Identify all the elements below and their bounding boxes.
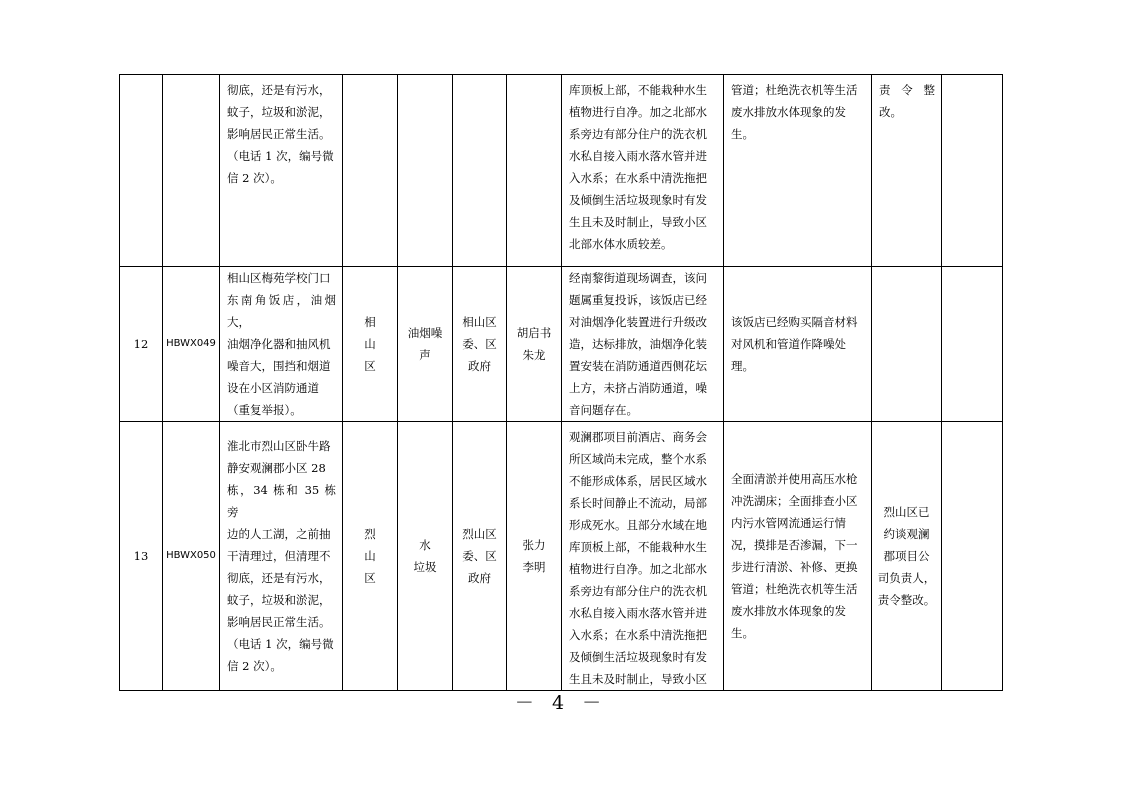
pollution-type-cell: 油烟噪 声 — [398, 267, 453, 422]
result-cell: 责令整改。 — [872, 75, 942, 267]
district-cell: 烈 山 区 — [343, 422, 398, 691]
complaint-cell: 相山区梅苑学校门口 东南角饭店，油烟大， 油烟净化器和抽风机 噪音大，围挡和烟道 设在小区消防通道 （重复举报）。 — [220, 267, 343, 422]
pollution-type-cell — [398, 75, 453, 267]
district-cell — [343, 75, 398, 267]
complaint-cell: 淮北市烈山区卧牛路 静安观澜郡小区 28 栋，34 栋和 35 栋旁 边的人工湖，之前抽 干清理过，但清理不 彻底，还是有污水， 蚊子，垃圾和淤泥， 影响居民正常生活。 （电话 1 次，编号微 信 2 次）。 — [220, 422, 343, 691]
measures-cell: 管道；杜绝洗衣机等生活 废水排放水体现象的发 生。 — [724, 75, 872, 267]
responsible-unit-cell: 相山区 委、区 政府 — [453, 267, 507, 422]
pollution-type-cell: 水 垃圾 — [398, 422, 453, 691]
responsible-person-cell: 胡启书 朱龙 — [507, 267, 562, 422]
findings-cell: 库顶板上部，不能栽种水生 植物进行自净。加之北部水 系旁边有部分住户的洗衣机 水私自接入雨水落水管并进 入水系；在水系中清洗拖把 及倾倒生活垃圾现象时有发 生且未及时制止，导致小区 北部水体水质较差。 — [562, 75, 724, 267]
case-code-cell: HBWX050 — [163, 422, 220, 691]
note-cell — [942, 422, 1003, 691]
row-number-cell: 12 — [120, 267, 163, 422]
responsible-unit-cell: 烈山区 委、区 政府 — [453, 422, 507, 691]
complaint-table — [119, 74, 1003, 691]
table-row — [120, 422, 1003, 691]
table-row — [120, 267, 1003, 422]
measures-cell: 该饭店已经购买隔音材料 对风机和管道作降噪处 理。 — [724, 267, 872, 422]
measures-cell: 全面清淤并使用高压水枪 冲洗湖床；全面排查小区 内污水管网流通运行情 况，摸排是否渗漏，下一 步进行清淤、补修、更换 管道；杜绝洗衣机等生活 废水排放水体现象的发 生。 — [724, 422, 872, 691]
responsible-person-cell — [507, 75, 562, 267]
note-cell — [942, 267, 1003, 422]
complaint-cell: 彻底，还是有污水， 蚊子，垃圾和淤泥， 影响居民正常生活。 （电话 1 次，编号微 信 2 次）。 — [220, 75, 343, 267]
findings-cell: 经南黎街道现场调查，该问 题属重复投诉，该饭店已经 对油烟净化装置进行升级改 造，达标排放，油烟净化装 置安装在消防通道西侧花坛 上方，未挤占消防通道，噪 音问题存在。 — [562, 267, 724, 422]
case-code-cell — [163, 75, 220, 267]
responsible-person-cell: 张力 李明 — [507, 422, 562, 691]
result-cell — [872, 267, 942, 422]
page-number: － 4 － — [514, 692, 608, 714]
row-number-cell: 13 — [120, 422, 163, 691]
note-cell — [942, 75, 1003, 267]
case-code-cell: HBWX049 — [163, 267, 220, 422]
district-cell: 相 山 区 — [343, 267, 398, 422]
responsible-unit-cell — [453, 75, 507, 267]
result-cell: 烈山区已 约谈观澜 郡项目公 司负责人， 责令整改。 — [872, 422, 942, 691]
row-number-cell — [120, 75, 163, 267]
findings-cell: 观澜郡项目前酒店、商务会 所区域尚未完成，整个水系 不能形成体系，居民区域水 系长时间静止不流动，局部 形成死水。且部分水域在地 库顶板上部，不能栽种水生 植物进行自净。加之北部水 系旁边有部分住户的洗衣机 水私自接入雨水落水管并进 入水系；在水系中清洗拖把 及倾倒生活垃圾现象时有发 生且未及时制止，导致小区 — [562, 422, 724, 691]
table-row — [120, 75, 1003, 267]
